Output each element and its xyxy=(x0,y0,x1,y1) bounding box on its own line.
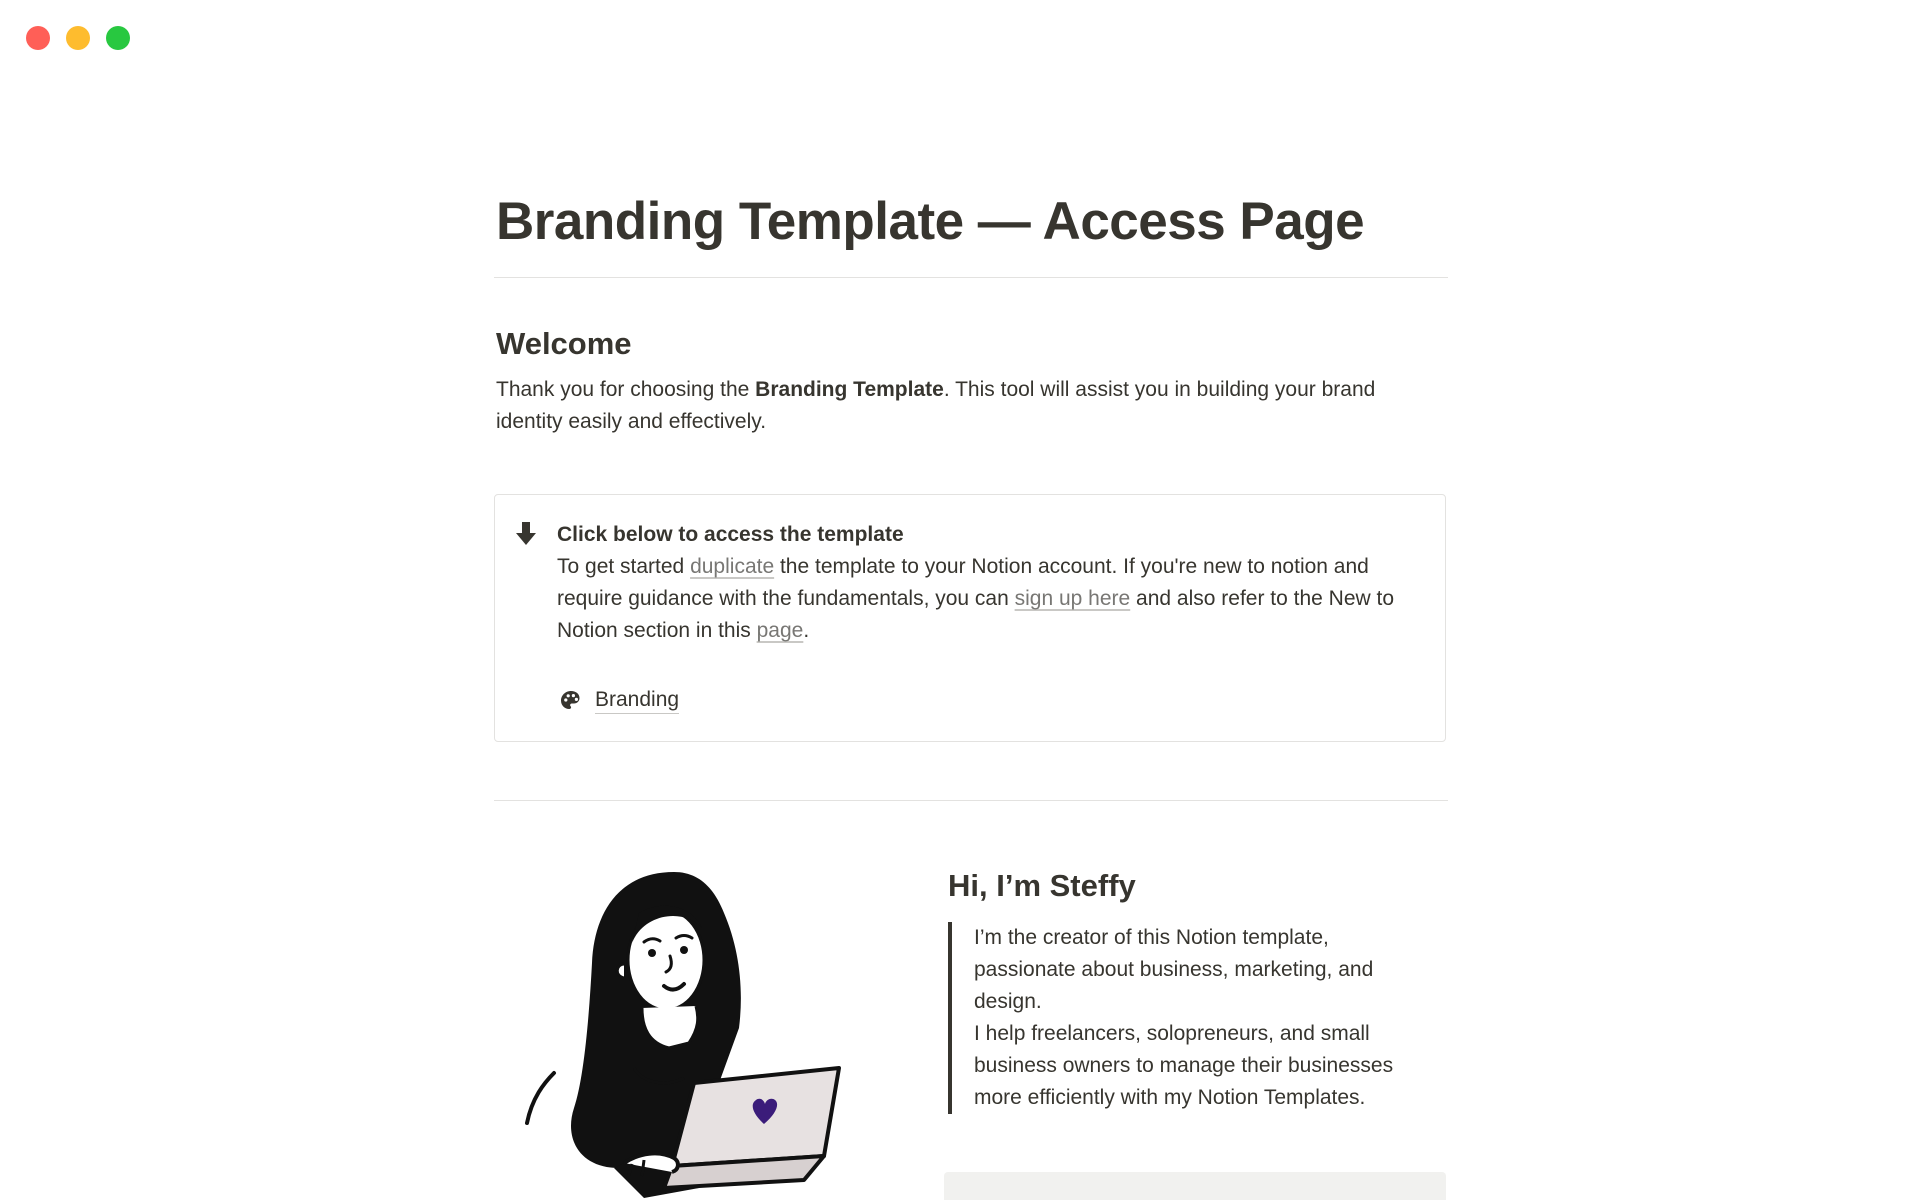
callout-title: Click below to access the template xyxy=(557,523,904,546)
section-divider xyxy=(494,800,1448,801)
welcome-heading: Welcome xyxy=(496,326,632,361)
duplicate-link[interactable]: duplicate xyxy=(690,555,775,578)
palette-icon xyxy=(559,689,583,713)
woman-with-laptop-illustration xyxy=(524,868,854,1200)
page-link-inline[interactable]: page xyxy=(756,619,804,642)
page-title: Branding Template — Access Page xyxy=(496,192,1365,251)
access-callout xyxy=(494,494,1446,742)
sign-up-link[interactable]: sign up here xyxy=(1014,587,1131,610)
arrow-down-icon xyxy=(515,521,537,547)
callout-text xyxy=(557,519,1427,647)
branding-page-label[interactable]: Branding xyxy=(595,687,679,714)
creator-heading: Hi, I’m Steffy xyxy=(948,868,1136,903)
zoom-window-button[interactable] xyxy=(106,26,130,50)
quote-line-2: I help freelancers, solopreneurs, and small business owners to manage their businesses more efficiently with my Notion Templates. xyxy=(974,1022,1394,1109)
window-controls xyxy=(26,26,130,50)
welcome-paragraph: Thank you for choosing the Branding Template. This tool will assist you in building your brand identity easily and effectively. xyxy=(496,378,1376,433)
close-window-button[interactable] xyxy=(26,26,50,50)
template-name: Branding Template xyxy=(755,378,944,401)
quote-line-1: I’m the creator of this Notion template, passionate about business, marketing, and design. xyxy=(974,926,1374,1013)
creator-quote xyxy=(948,922,1428,1114)
callout-description: To get started duplicate the template to your Notion account. If you're new to notion and require guidance with the fundamentals, you can sign up here and also refer to the New to Notion section in this page. xyxy=(557,555,1395,642)
title-divider xyxy=(494,277,1448,278)
grey-block xyxy=(944,1172,1446,1200)
minimize-window-button[interactable] xyxy=(66,26,90,50)
branding-page-link[interactable] xyxy=(559,687,679,714)
